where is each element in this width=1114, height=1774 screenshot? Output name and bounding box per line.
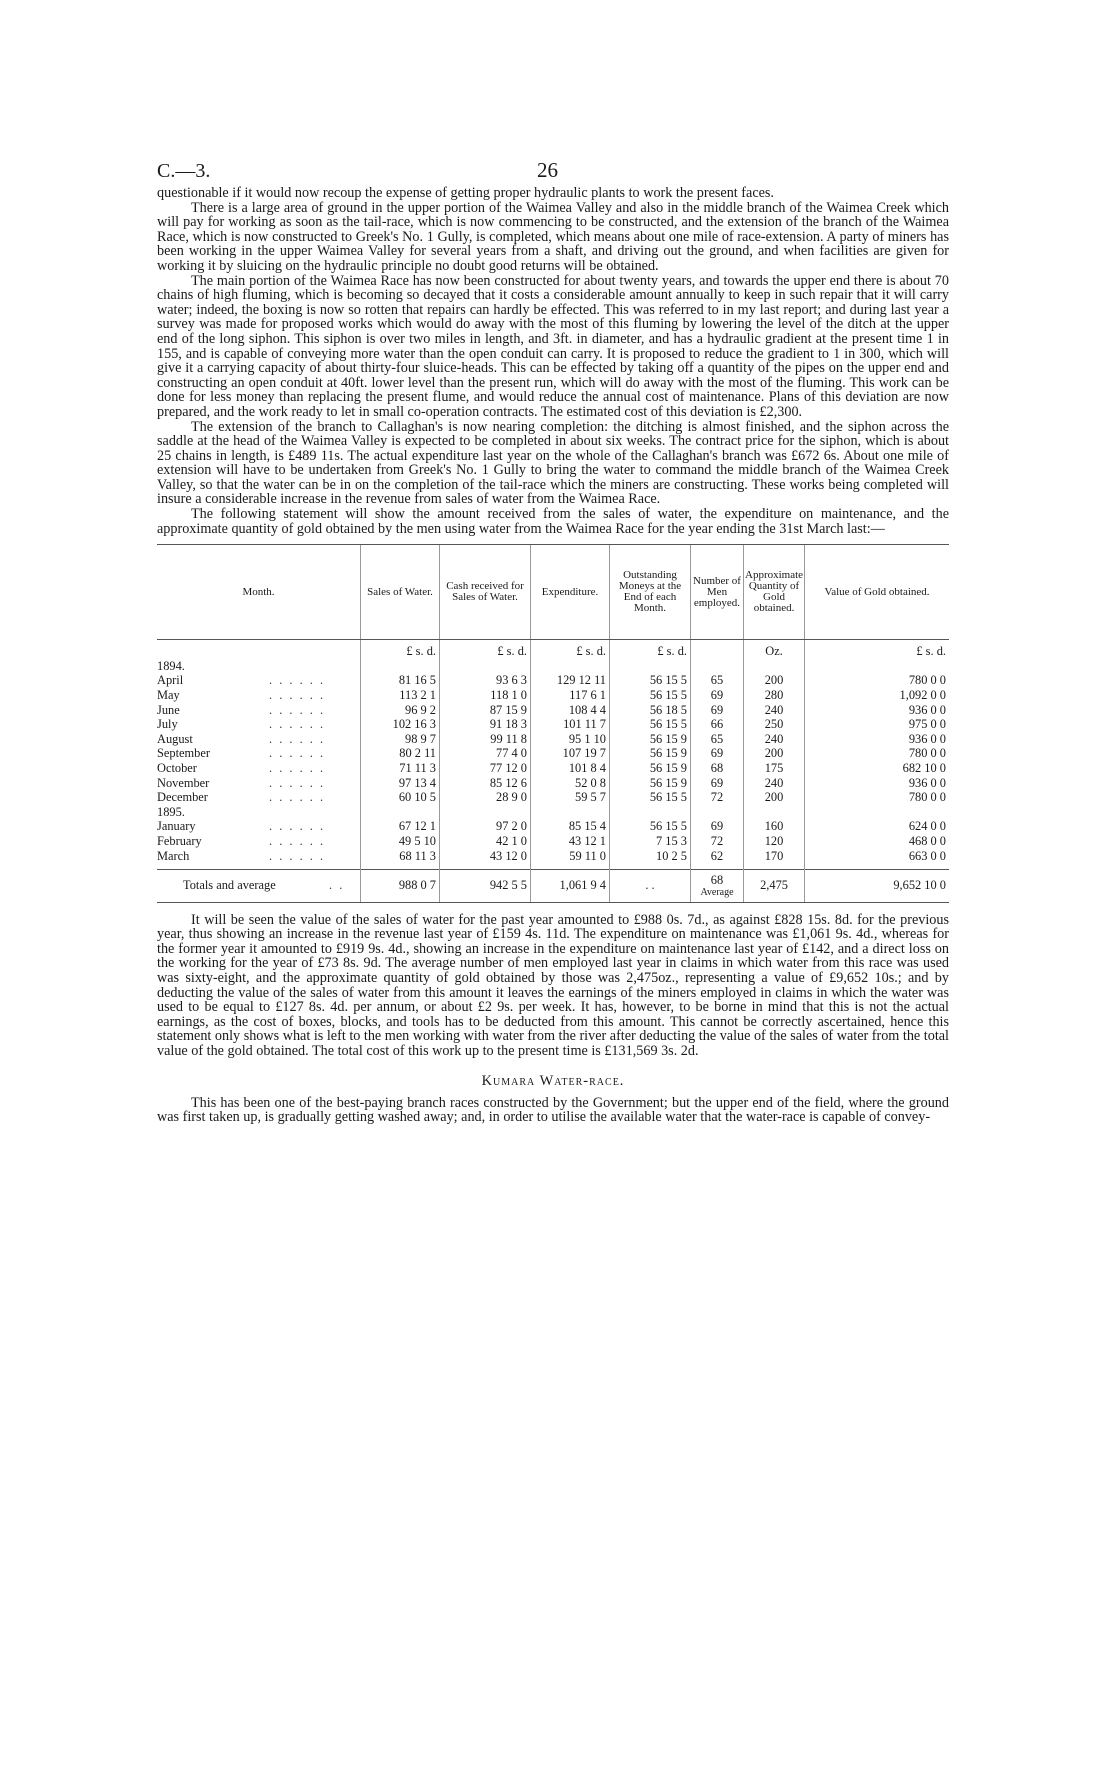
table-row (157, 849, 949, 864)
men-cell: 69 (691, 703, 744, 718)
leader-dots: . . . . . . (269, 761, 326, 775)
col-gold-value: Value of Gold obtained. (805, 545, 949, 640)
sales-cell: 96 9 2 (361, 703, 440, 718)
page-header (157, 148, 949, 186)
month-name: July (157, 717, 178, 732)
paragraph: The following statement will show the amount received from the sales of water, the expenditure on maintenance, and the approximate quantity of gold obtained by the men using water from the Waimea Race for the year ending the 31st March last:— (157, 506, 949, 537)
outstanding-cell: 7 15 3 (610, 834, 691, 849)
outstanding-cell: 56 15 5 (610, 717, 691, 732)
outstanding-cell: 10 2 5 (610, 849, 691, 864)
month-name: August (157, 731, 193, 746)
gold-qty-cell: 240 (744, 703, 805, 718)
expenditure-cell: 101 8 4 (531, 761, 610, 776)
gold-value-cell: 624 0 0 (805, 819, 949, 834)
paragraph: There is a large area of ground in the upper portion of the Waimea Valley and also in the middle branch of the Waimea Creek which will pay for working as soon as the tail-race, which is now commencing to be constructed, and the extension of the branch of the Waimea Race, which is now constructed to Greek's No. 1 Gully, is completed, which means about one mile of race-extension. A party of miners has been working in the upper Waimea Valley for several years from a shaft, and driving out the ground, and when facilities are given for working it by sluicing on the hydraulic principle no doubt good returns will be obtained. (157, 199, 949, 274)
sales-cell: 98 9 7 (361, 732, 440, 747)
gold-qty-cell: 200 (744, 673, 805, 688)
expenditure-cell: 129 12 11 (531, 673, 610, 688)
expenditure-cell: 108 4 4 (531, 703, 610, 718)
men-cell: 69 (691, 819, 744, 834)
gold-qty-cell: 170 (744, 849, 805, 864)
leader-dots: . . . . . . (269, 717, 326, 732)
leader-dots: . . . . . . (269, 688, 326, 703)
expenditure-cell: 59 11 0 (531, 849, 610, 864)
gold-qty-cell: 200 (744, 790, 805, 805)
gold-qty-cell: 175 (744, 761, 805, 776)
gold-qty-cell: 160 (744, 819, 805, 834)
outstanding-cell: 56 15 5 (610, 688, 691, 703)
men-cell: 72 (691, 790, 744, 805)
expenditure-cell: 52 0 8 (531, 776, 610, 791)
total-sales: 988 0 7 (361, 869, 440, 902)
sales-cell: 113 2 1 (361, 688, 440, 703)
gold-qty-cell: 200 (744, 746, 805, 761)
document-page (157, 148, 949, 1125)
month-name: November (157, 775, 210, 790)
total-cash: 942 5 5 (440, 869, 531, 902)
table-row (157, 834, 949, 849)
outstanding-cell: 56 15 5 (610, 790, 691, 805)
gold-qty-cell: 250 (744, 717, 805, 732)
outstanding-cell: 56 15 9 (610, 732, 691, 747)
month-name: December (157, 790, 208, 805)
sales-cell: 102 16 3 (361, 717, 440, 732)
sales-cell: 80 2 11 (361, 746, 440, 761)
paragraph: questionable if it would now recoup the expense of getting proper hydraulic plants to work the present faces. (157, 185, 774, 201)
month-name: March (157, 848, 190, 863)
average-note: Average (700, 886, 734, 898)
men-cell: 69 (691, 688, 744, 703)
table-row (157, 673, 949, 688)
section-title: Kumara Water-race. (481, 1072, 625, 1089)
outstanding-cell: 56 15 9 (610, 746, 691, 761)
col-month: Month. (157, 545, 361, 640)
men-cell: 65 (691, 732, 744, 747)
sales-cell: 97 13 4 (361, 776, 440, 791)
cash-cell: 91 18 3 (440, 717, 531, 732)
expenditure-cell: 43 12 1 (531, 834, 610, 849)
gold-value-cell: 936 0 0 (805, 776, 949, 791)
gold-value-cell: 468 0 0 (805, 834, 949, 849)
paragraph: This has been one of the best-paying branch races constructed by the Government; but the upper end of the field, where the ground was first taken up, is gradually getting washed away; and, in order to utilise the available water that the water-race is capable of convey- (157, 1094, 949, 1126)
table-row (157, 761, 949, 776)
men-cell: 66 (691, 717, 744, 732)
expenditure-cell: 107 19 7 (531, 746, 610, 761)
leader-dots: . . . . . . (269, 833, 326, 848)
gold-value-cell: 975 0 0 (805, 717, 949, 732)
cash-cell: 93 6 3 (440, 673, 531, 688)
units-row: £ s. d. £ s. d. £ s. d. £ s. d. Oz. £ s. d. (157, 640, 949, 659)
month-name: April (157, 673, 184, 688)
sales-cell: 71 11 3 (361, 761, 440, 776)
month-name: February (157, 833, 202, 848)
total-outstanding: . . (610, 869, 691, 902)
total-expenditure: 1,061 9 4 (531, 869, 610, 902)
total-men: 68 Average (691, 869, 744, 902)
gold-value-cell: 936 0 0 (805, 732, 949, 747)
paragraph: It will be seen the value of the sales of water for the past year amounted to £988 0s. 7d., as against £828 15s. 8d. for the previous year, thus showing an increase in the revenue last year of £159 4s. 11d. The expenditure on maintenance was £1,061 9s. 4d., whereas for the former year it amounted to £919 9s. 4d., showing an increase in the expenditure on maintenance last year of £142, and a direct loss on the working for the year of £73 8s. 9d. The average number of men employed last year in claims in which water from this race was used was sixty-eight, and the approximate quantity of gold obtained by those was 2,475oz., representing a value of £9,652 10s.; and by deducting the value of the sales of water from this amount it leaves the earnings of the miners employed in claims in which the water was used to be equal to £127 8s. 4d. per annum, or about £2 9s. per week. It has, however, to be borne in mind that this is not the actual earnings, as the cost of boxes, blocks, and tools has to be deducted from this amount. This cannot be correctly ascertained, hence this statement only shows what is left to the men working with water from the river after deducting the value of the sales of water from the total value of the gold obtained. The total cost of this work up to the present time is £131,569 3s. 2d. (157, 911, 949, 1059)
col-men: Number of Men employed. (691, 545, 744, 640)
men-cell: 68 (691, 761, 744, 776)
month-name: June (157, 702, 180, 717)
men-cell: 72 (691, 834, 744, 849)
men-cell: 69 (691, 776, 744, 791)
leader-dots: . . . . . . (269, 673, 326, 688)
water-race-statement-table (157, 544, 949, 902)
sales-cell: 60 10 5 (361, 790, 440, 805)
cash-cell: 77 12 0 (440, 761, 531, 776)
total-gold-value: 9,652 10 0 (805, 869, 949, 902)
cash-cell: 97 2 0 (440, 819, 531, 834)
leader-dots: . . . . . . (269, 731, 326, 746)
cash-cell: 87 15 9 (440, 703, 531, 718)
leader-dots: . . . . . . (269, 775, 326, 790)
sales-cell: 67 12 1 (361, 819, 440, 834)
men-cell: 65 (691, 673, 744, 688)
year-row: 1894. (157, 659, 949, 674)
leader-dots: . . . . . . (269, 702, 326, 717)
expenditure-cell: 95 1 10 (531, 732, 610, 747)
table-row (157, 819, 949, 834)
totals-label: Totals and average (183, 878, 276, 893)
table-row (157, 732, 949, 747)
gold-qty-cell: 280 (744, 688, 805, 703)
paragraph: The extension of the branch to Callaghan's is now nearing completion: the ditching is almost finished, and the siphon across the saddle at the head of the Waimea Valley is expected to be completed in about six weeks. The contract price for the siphon, which is about 25 chains in length, is £489 11s. The actual expenditure last year on the whole of the Callaghan's branch was £672 6s. About one mile of extension will have to be undertaken from Greek's No. 1 Gully to bring the water to command the middle branch of the Waimea Creek Valley, so that the water can be in on the completion of the tail-race which the miners are constructing. These works being completed will insure a considerable increase in the revenue from sales of water from the Waimea Race. (157, 418, 949, 508)
gold-qty-cell: 120 (744, 834, 805, 849)
outstanding-cell: 56 15 9 (610, 776, 691, 791)
men-cell: 62 (691, 849, 744, 864)
table-row (157, 717, 949, 732)
gold-value-cell: 1,092 0 0 (805, 688, 949, 703)
sales-cell: 49 5 10 (361, 834, 440, 849)
leader-dots: . . . . . . (269, 848, 326, 863)
col-cash: Cash received for Sales of Water. (440, 545, 531, 640)
table-row (157, 776, 949, 791)
month-name: May (157, 688, 180, 703)
cash-cell: 28 9 0 (440, 790, 531, 805)
men-cell: 69 (691, 746, 744, 761)
gold-qty-cell: 240 (744, 732, 805, 747)
cash-cell: 118 1 0 (440, 688, 531, 703)
outstanding-cell: 56 15 5 (610, 673, 691, 688)
expenditure-cell: 101 11 7 (531, 717, 610, 732)
col-sales: Sales of Water. (361, 545, 440, 640)
leader-dots: . . . . . . (269, 819, 326, 834)
paragraph: The main portion of the Waimea Race has now been constructed for about twenty years, and towards the upper end there is about 70 chains of high fluming, which is becoming so decayed that it costs a considerable amount annually to keep in such repair that it will carry water; indeed, the boxing is now so rotten that repairs can hardly be effected. This was referred to in my last report; and during last year a survey was made for proposed works which would do away with the most of this fluming by lowering the level of the ditch at the upper end of the long siphon. This siphon is over two miles in length, and 3ft. in diameter, and has a hydraulic gradient at the present time 1 in 155, and is capable of conveying more water than the open conduit can carry. It is proposed to reduce the gradient to 1 in 300, which will give it a carrying capacity of about thirty-four sluice-heads. This can be effected by taking off a quantity of the pipes on the upper end and constructing an open conduit at 40ft. lower level than the present run, which will do away with the most of the fluming. This work can be done for less money than replacing the present flume, and would reduce the annual cost of maintenance. Plans of this deviation are now prepared, and the work ready to let in small co-operation contracts. The estimated cost of this deviation is £2,300. (157, 272, 949, 420)
table-row (157, 746, 949, 761)
page-number: 26 (537, 158, 558, 182)
total-gold-qty: 2,475 (744, 869, 805, 902)
gold-value-cell: 936 0 0 (805, 703, 949, 718)
document-code: C.—3. (157, 160, 211, 182)
col-outstanding: Outstanding Moneys at the End of each Month. (610, 545, 691, 640)
expenditure-cell: 85 15 4 (531, 819, 610, 834)
expenditure-cell: 59 5 7 (531, 790, 610, 805)
cash-cell: 77 4 0 (440, 746, 531, 761)
col-gold-qty: Approximate Quantity of Gold obtained. (744, 545, 805, 640)
expenditure-cell: 117 6 1 (531, 688, 610, 703)
totals-row: Totals and average . . 988 0 7 942 5 5 1,061 9 4 . . 68 Average 2,475 9,652 10 0 (157, 869, 949, 902)
table-row (157, 790, 949, 805)
cash-cell: 43 12 0 (440, 849, 531, 864)
gold-value-cell: 780 0 0 (805, 746, 949, 761)
year-row: 1895. (157, 805, 949, 820)
table-row (157, 703, 949, 718)
sales-cell: 81 16 5 (361, 673, 440, 688)
leader-dots: . . . . . . (269, 790, 326, 805)
gold-value-cell: 780 0 0 (805, 790, 949, 805)
col-expenditure: Expenditure. (531, 545, 610, 640)
gold-value-cell: 780 0 0 (805, 673, 949, 688)
leader-dots: . . . . . . (269, 746, 326, 761)
gold-value-cell: 682 10 0 (805, 761, 949, 776)
cash-cell: 85 12 6 (440, 776, 531, 791)
gold-qty-cell: 240 (744, 776, 805, 791)
outstanding-cell: 56 15 9 (610, 761, 691, 776)
cash-cell: 99 11 8 (440, 732, 531, 747)
table-header-row (157, 545, 949, 640)
month-name: January (157, 819, 196, 834)
table-row (157, 688, 949, 703)
month-name: October (157, 761, 197, 775)
gold-value-cell: 663 0 0 (805, 849, 949, 864)
sales-cell: 68 11 3 (361, 849, 440, 864)
cash-cell: 42 1 0 (440, 834, 531, 849)
month-name: September (157, 746, 210, 761)
outstanding-cell: 56 18 5 (610, 703, 691, 718)
outstanding-cell: 56 15 5 (610, 819, 691, 834)
